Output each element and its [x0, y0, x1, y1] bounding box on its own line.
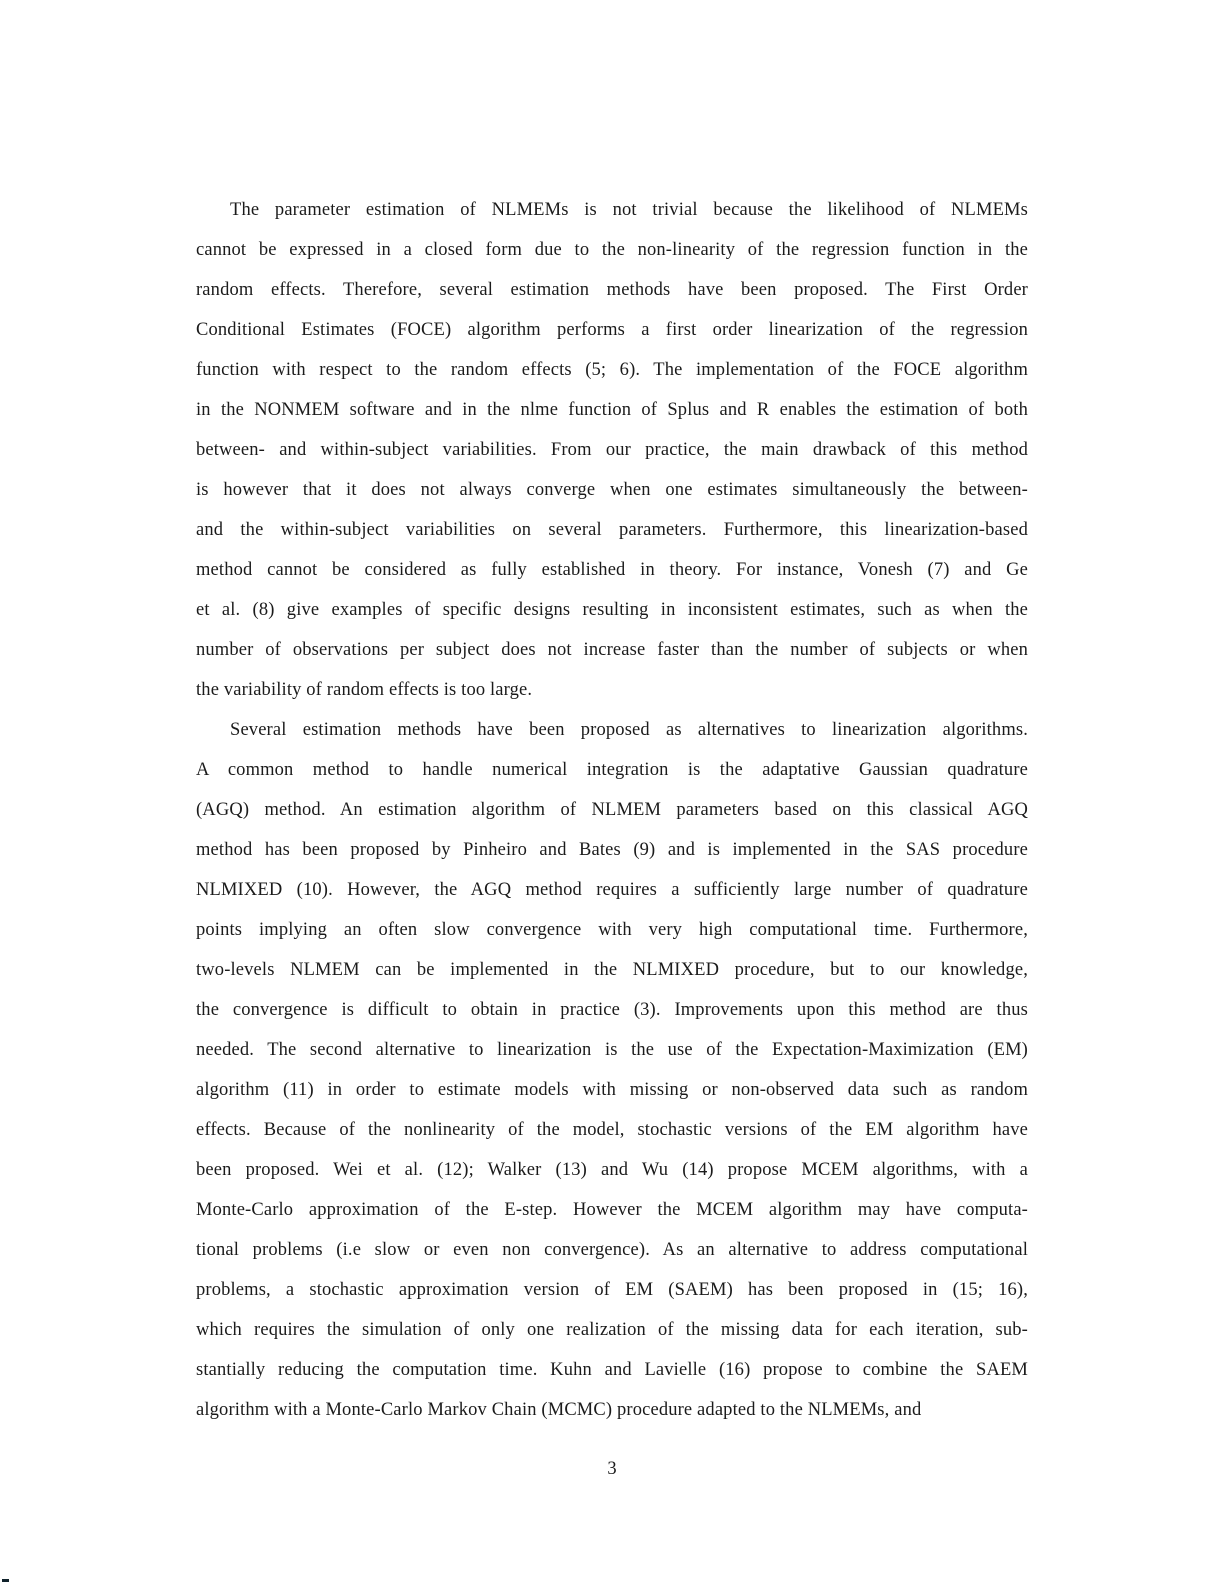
text-line: et al. (8) give examples of specific designs resulting in inconsistent estimates, such as when the: [196, 600, 1028, 620]
text-line: The parameter estimation of NLMEMs is not trivial because the likelihood of NLMEMs: [230, 200, 1028, 220]
text-line: algorithm (11) in order to estimate models with missing or non-observed data such as random: [196, 1080, 1028, 1100]
text-line: method has been proposed by Pinheiro and Bates (9) and is implemented in the SAS procedure: [196, 840, 1028, 860]
text-line: method cannot be considered as fully established in theory. For instance, Vonesh (7) and Ge: [196, 560, 1028, 580]
text-line: algorithm with a Monte-Carlo Markov Chain (MCMC) procedure adapted to the NLMEMs, and: [196, 1400, 922, 1420]
text-line: and the within-subject variabilities on several parameters. Furthermore, this linearization-based: [196, 520, 1028, 540]
text-line: Monte-Carlo approximation of the E-step. However the MCEM algorithm may have computa-: [196, 1200, 1028, 1220]
text-line: problems, a stochastic approximation version of EM (SAEM) has been proposed in (15; 16),: [196, 1280, 1028, 1300]
text-line: Conditional Estimates (FOCE) algorithm performs a first order linearization of the regression: [196, 320, 1028, 340]
text-line: function with respect to the random effects (5; 6). The implementation of the FOCE algorithm: [196, 360, 1028, 380]
page-number: 3: [607, 1459, 617, 1479]
text-line: NLMIXED (10). However, the AGQ method requires a sufficiently large number of quadrature: [196, 880, 1028, 900]
text-line: number of observations per subject does not increase faster than the number of subjects or when: [196, 640, 1028, 660]
text-line: between- and within-subject variabilities. From our practice, the main drawback of this method: [196, 440, 1028, 460]
text-line: random effects. Therefore, several estimation methods have been proposed. The First Order: [196, 280, 1028, 300]
text-line: effects. Because of the nonlinearity of the model, stochastic versions of the EM algorithm have: [196, 1120, 1028, 1140]
text-line: which requires the simulation of only one realization of the missing data for each iteration, sub-: [196, 1320, 1028, 1340]
paragraph: [196, 190, 1028, 710]
text-line: been proposed. Wei et al. (12); Walker (13) and Wu (14) propose MCEM algorithms, with a: [196, 1160, 1028, 1180]
text-line: (AGQ) method. An estimation algorithm of NLMEM parameters based on this classical AGQ: [196, 800, 1028, 820]
text-line: the convergence is difficult to obtain in practice (3). Improvements upon this method are thus: [196, 1000, 1028, 1020]
text-line: points implying an often slow convergence with very high computational time. Furthermore,: [196, 920, 1028, 940]
text-line: Several estimation methods have been proposed as alternatives to linearization algorithms.: [230, 720, 1028, 740]
body-text: [196, 190, 1028, 1430]
text-line: is however that it does not always converge when one estimates simultaneously the between-: [196, 480, 1028, 500]
text-line: cannot be expressed in a closed form due to the non-linearity of the regression function in the: [196, 240, 1028, 260]
text-line: A common method to handle numerical integration is the adaptative Gaussian quadrature: [196, 760, 1028, 780]
text-line: needed. The second alternative to linearization is the use of the Expectation-Maximization (EM): [196, 1040, 1028, 1060]
text-line: two-levels NLMEM can be implemented in the NLMIXED procedure, but to our knowledge,: [196, 960, 1028, 980]
text-line: tional problems (i.e slow or even non convergence). As an alternative to address computational: [196, 1240, 1028, 1260]
paragraph: [196, 710, 1028, 1430]
text-line: the variability of random effects is too large.: [196, 680, 533, 700]
text-line: in the NONMEM software and in the nlme function of Splus and R enables the estimation of both: [196, 400, 1028, 420]
scan-artifact: [2, 1579, 9, 1582]
text-line: stantially reducing the computation time. Kuhn and Lavielle (16) propose to combine the SAEM: [196, 1360, 1028, 1380]
